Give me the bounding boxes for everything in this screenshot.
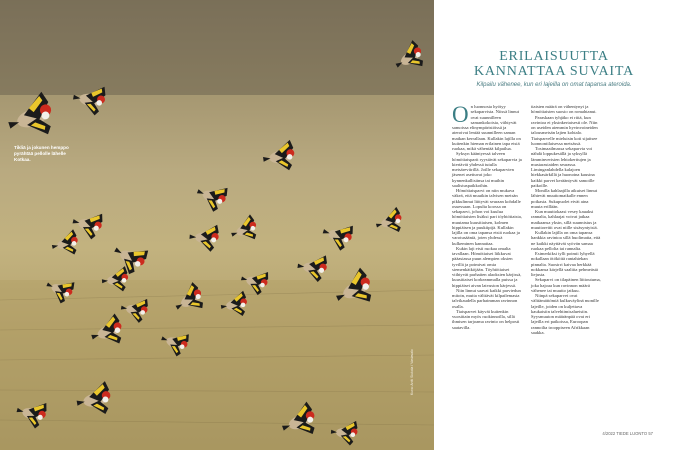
- paragraph: Sekaparvi on tilapäinen liittoutuma, joka hajoaa kun ravinnon määrä vähenee tai muutto jatkuu.: [531, 277, 601, 293]
- article-title-line1: ERILAISUUTTA: [499, 49, 609, 64]
- paragraph: Monilla kahlaajilla aikuiset linnut lähtevät muuttomatkalle ennen poikasia. Sukupuolet eivät aina muuta erillään.: [531, 188, 598, 209]
- article-page: [434, 0, 674, 450]
- paragraph: Niinpä sekaparvet ovat välttämättömiä kulkuväylinä monille lajeille, joiden on kuljettava kaukaisiin talvehtimisalueisiin. Syysmuuton määränpää ovat eri lajeilla eri paikoissa, Euroopan rannoilta trooppiseen Afrikkaan saakka.: [531, 293, 599, 335]
- paragraph: Paraskaan tyhjäko ei riitä, kun ravintoa ei yksinkertaisesti ole. Niin on useiden aiemmin hyvinvoineiden talousmetsän lajien kohtalo. Tiaisparvelle mieluisin koti sijaitsee luonnontilaisessa metsässä.: [531, 114, 598, 146]
- paragraph: Esimerkiksi tylli poimii lyhyellä nokallaan ötököitä rantahiekan pinnalta. Suosirri kaivaa herkkää nokkansa kärjellä saaliita pehmeästä liejusta.: [531, 251, 598, 277]
- paragraph: Tosimaailmassa sekaparvia voi nähdä loppukesällä ja syksyllä lämminverisien lehtokerttujen ja mustarastaiden seurassa. Liminganlahdella kalajoen hiekkasärkillä ja huonoina kausina kaikki parvet kerääntyvät samoille paikoille.: [531, 146, 595, 188]
- paragraph: tiaisten määrä on vähentynyt ja hömötiaisten suosio on romahtanut.: [531, 104, 597, 115]
- article-title-line2: KANNATTAA SUVAITA: [473, 64, 635, 79]
- paragraph: Kun muuttokaasi vesey kauaksi rannalta, kahlaajat voivat jatkaa matkaansa yksin, sillä suunnistus ja muuttoreitit ovat niille sisäsyntyisiä.: [531, 209, 598, 230]
- photo-credit: Kuva: Antti Siukola / Vastavalo: [410, 349, 414, 395]
- text-column-1: [452, 104, 522, 330]
- text-column-2: [531, 104, 601, 335]
- photo-caption: Tikliä ja jokunen hemppo pyrähtää pellolle lähelle Kotkaa.: [14, 145, 69, 162]
- paragraph: Tiaisparvet käyvät kuitenkin vuosittain myös ruokinnoilla, sillä ihmisen tarjoama ravinto on helposti saatavilla.: [452, 308, 520, 330]
- drop-cap: O: [452, 102, 469, 127]
- paragraph: n luonnosta hyötyy sekaparvista. Niissä linnut ovat suunnilleen samankokoisia, viihtyvät samoissa elinympäristöissä ja ateroivat lentää suunnilleen saman matkan kerrallaan. Kullakin lajilla on kuitenkin hieman erilainen tapa etsiä ruokaa, mikä vähentää kilpailua.: [452, 104, 521, 151]
- paragraph: Kullakin lajilla on oma tapansa hankkia ravintoa sillä huolimatta, että ne kaikki näyttävät syövän samaa ruokaa pellolta tai rannalta.: [531, 230, 601, 251]
- article-lead: Kilpailu vähenee, kun eri lajeilla on omat tapansa ateroida.: [476, 82, 632, 88]
- paragraph: Niin linnut saavat kaikki parviedun mitoin, mutta välttävät kilpailemasta talvikaudella parhaimman ravinnon osalla.: [452, 287, 521, 309]
- paragraph: Hömötiaisparvi on niin mukava väkeä, että muutkin talvisen metsän pikkulinnut liittyvät seuraan kohdalle osuessaan. Lopulta koossa on sekaparvi, johon voi kuulua hömötiaisten lisäksi pari töyhtötiaista, muutama kuusitiaisen, kolmen hippiäisen ja puukiipijä. Kullakin lajilla on oma tapansa etsiä ruokaa ja varotusääniä, joten yhdessä kulkeminen kannattaa.: [452, 188, 522, 246]
- paragraph: Kukin laji etsii ruokaa omalta tavallaan. Hömötiaiset liikkuvat pääasiassa puun alempien oksien tyvillä ja poimivat omia siemenkätköjään. Töyhtötiaiset viihtyvät parhaiten alaoksien kärjissä, kuusitiaiset korkeammalla puissa ja hippiäiset aivan latvuston kärjessä.: [452, 245, 522, 288]
- paragraph: Syksyn kääntyessä talveen hömötiaisparit ryystävät sekaparvia ja kiertävät yhdessä tutulla metsäreviirillä. Joille sekaparvien jäsenet asettuvat joko kynnenkallisiinsa tai muihin saalistuspaikkoihin.: [452, 151, 522, 188]
- page-folio: 4/2022 TIEDE LUONTO 57: [602, 431, 653, 436]
